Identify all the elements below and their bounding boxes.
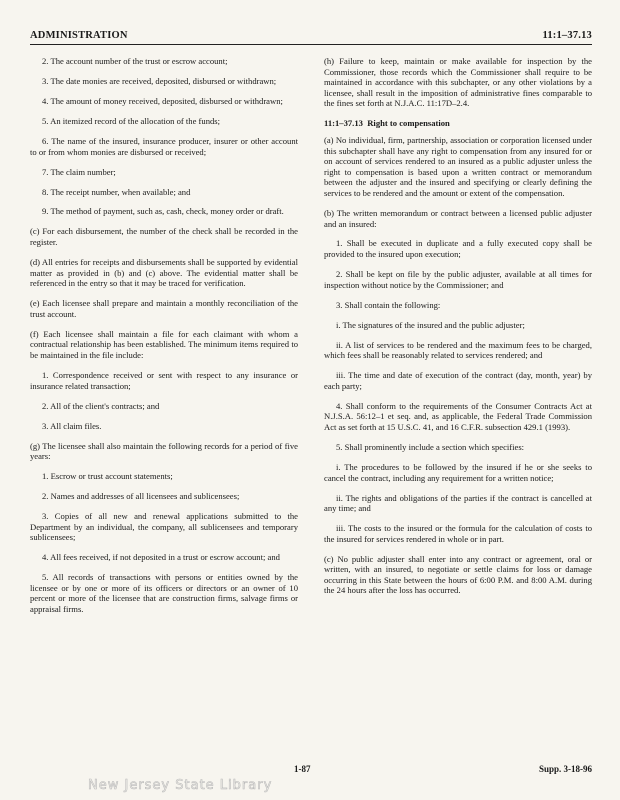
paragraph: 4. Shall conform to the requirements of the Consumer Contracts Act at N.J.S.A. 56:12–1 et seq. and, as applicable, the Federal Trade Commission Act as set forth at 15 U.S.C. 41, and 16 C.F.R. subsection 429.1 (1993). (324, 400, 592, 432)
library-watermark: New Jersey State Library (88, 778, 273, 793)
paragraph: 1. Escrow or trust account statements; (42, 471, 173, 482)
running-header (30, 30, 592, 41)
paragraph: 5. An itemized record of the allocation of the funds; (42, 115, 221, 126)
supplement-date: Supp. 3-18-96 (538, 764, 592, 774)
paragraph: (c) No public adjuster shall enter into any contract or agreement, oral or written, with an insured, to negotiate or settle claims for loss or damage occurring in this State between the hours of 6:00 P.M. and 8:00 A.M. during the 24 hours after the loss has occurred. (324, 553, 592, 596)
paragraph: (h) Failure to keep, maintain or make available for inspection by the Commissioner, those records which the Commissioner shall require to be maintained in accordance with this subchapter, or any other violations by a licensee, shall result in the imposition of administrative fines comparable to the fines set forth at N.J.A.C. 11:17D–2.4. (324, 56, 592, 109)
header-rule (30, 44, 592, 45)
paragraph: (d) All entries for receipts and disbursements shall be supported by evidential matter as provided in (b) and (c) above. The evidential matter shall be referenced in the entry so that it may be traced for verification. (30, 257, 298, 289)
page-number: 1-87 (294, 764, 311, 774)
paragraph: 2. Names and addresses of all licensees and sublicensees; (42, 491, 240, 502)
paragraph: 2. Shall be kept on file by the public adjuster, available at all times for inspection without notice by the Commissioner; and (324, 269, 592, 290)
paragraph: i. The procedures to be followed by the insured if he or she seeks to cancel the contract, including any requirement for a written notice; (324, 461, 592, 483)
paragraph: 2. The account number of the trust or escrow account; (42, 56, 228, 66)
paragraph: 7. The claim number; (42, 166, 116, 177)
paragraph: (c) For each disbursement, the number of the check shall be recorded in the register. (30, 226, 298, 248)
header-section: 11:1–37.13 (542, 30, 592, 41)
paragraph: iii. The time and date of execution of the contract (day, month, year) by each party; (324, 370, 592, 391)
paragraph: (f) Each licensee shall maintain a file for each claimant with whom a contractual relationship has been established. The minimum items required to be maintained in the file include: (30, 328, 298, 360)
paragraph: (b) The written memorandum or contract between a licensed public adjuster and an insured: (324, 207, 592, 229)
section-heading (324, 118, 592, 129)
paragraph: (e) Each licensee shall prepare and maintain a monthly reconciliation of the trust account. (30, 298, 298, 319)
paragraph: (g) The licensee shall also maintain the following records for a period of five years: (30, 440, 298, 462)
paragraph: ii. The rights and obligations of the parties if the contract is cancelled at any time; and (324, 492, 592, 514)
paragraph: 3. All claim files. (42, 420, 102, 431)
section-number: 11:1–37.13 (324, 118, 363, 129)
paragraph: 3. Copies of all new and renewal applications submitted to the Department by an individual, the company, all sublicensees and temporary sublicensees; (30, 511, 298, 543)
paragraph: 3. The date monies are received, deposited, disbursed or withdrawn; (42, 75, 277, 86)
paragraph: 5. Shall prominently include a section which specifies: (336, 441, 525, 452)
header-title: ADMINISTRATION (30, 30, 128, 41)
paragraph: 5. All records of transactions with persons or entities owned by the licensee or by one or more of its officers or directors or an owner of 10 percent or more of the licensee that are construction firms, salvage firms or appraisal firms. (30, 572, 298, 614)
paragraph: iii. The costs to the insured or the formula for the calculation of costs to the insured for services rendered in whole or in part. (324, 523, 592, 544)
paragraph: 9. The method of payment, such as, cash, check, money order or draft. (42, 206, 284, 217)
paragraph: ii. A list of services to be rendered and the maximum fees to be charged, which fees shall be reasonably related to services rendered; and (324, 339, 592, 361)
paragraph: 4. All fees received, if not deposited in a trust or escrow account; and (42, 552, 280, 563)
right-column (324, 56, 592, 605)
paragraph: 1. Correspondence received or sent with respect to any insurance or insurance related transaction; (30, 369, 298, 391)
paragraph: 4. The amount of money received, deposited, disbursed or withdrawn; (42, 95, 283, 106)
left-column (30, 56, 298, 624)
section-title: Right to compensation (367, 118, 450, 129)
paragraph: 2. All of the client's contracts; and (42, 400, 160, 411)
paragraph: 6. The name of the insured, insurance producer, insurer or other account to or from whom monies are disbursed or received; (30, 135, 298, 157)
paragraph: (a) No individual, firm, partnership, association or corporation licensed under this subchapter shall have any right to compensation from any insured for or on account of services rendered to an insured as a public adjuster unless the right to compensation is based upon a written contract or memorandum between the adjuster and the insured and specifying or clearly defining the services to be rendered and the amount or extent of the compensation. (324, 134, 592, 198)
paragraph: 1. Shall be executed in duplicate and a fully executed copy shall be provided to the insured upon execution; (324, 238, 592, 260)
paragraph: i. The signatures of the insured and the public adjuster; (336, 319, 525, 330)
paragraph: 3. Shall contain the following: (336, 299, 441, 310)
paragraph: 8. The receipt number, when available; and (42, 186, 191, 197)
